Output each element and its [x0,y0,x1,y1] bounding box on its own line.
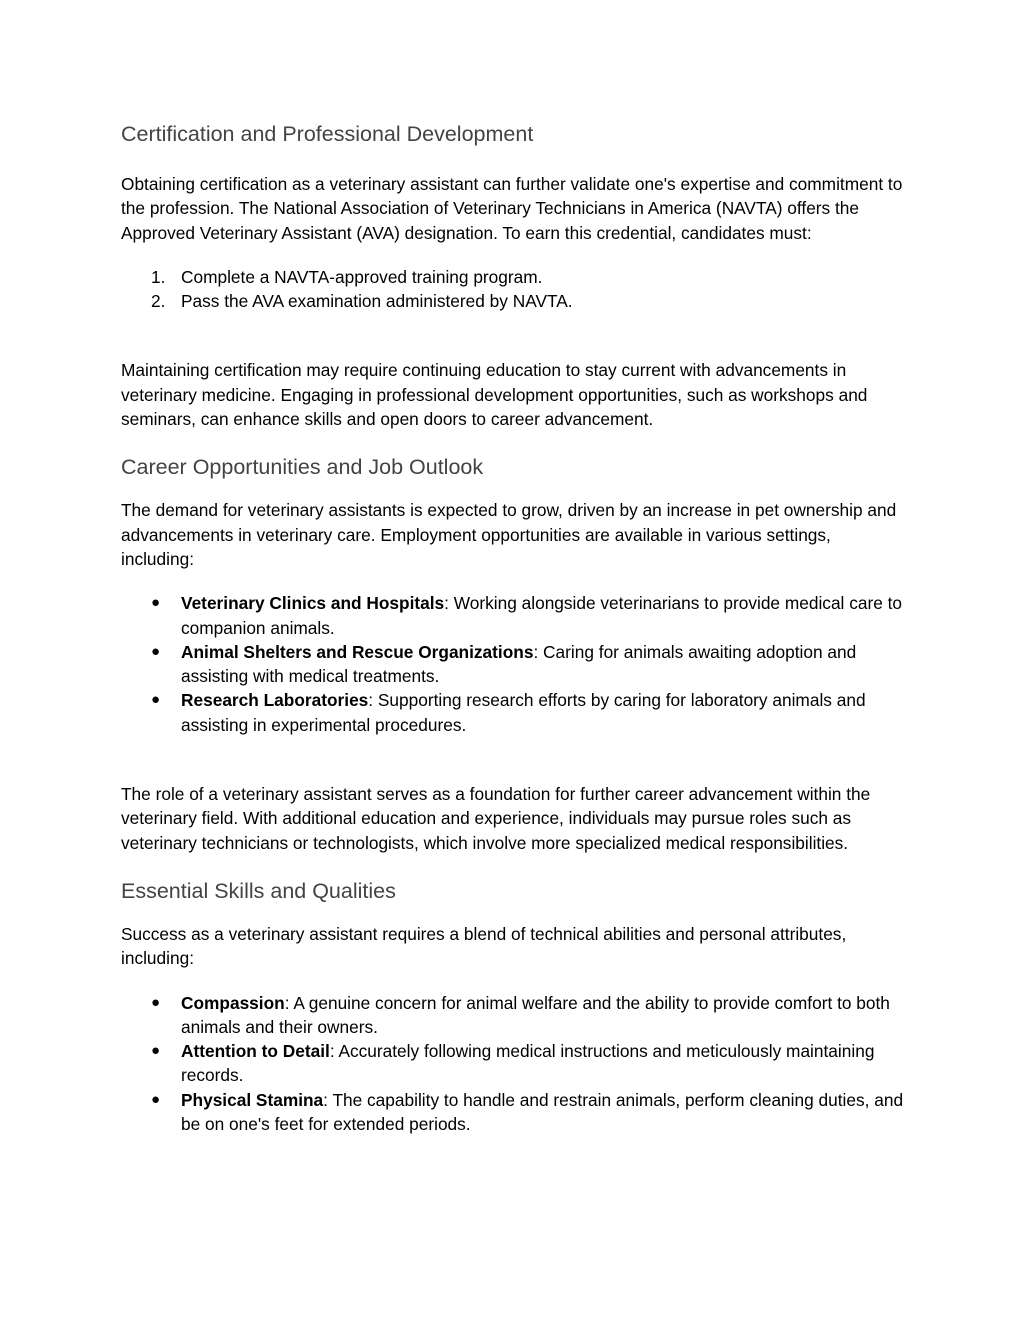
list-item-description: : Supporting research efforts by caring for laboratory animals and assisting in experimental procedures. [181,690,866,735]
list-item-description: : Caring for animals awaiting adoption and assisting with medical treatments. [181,641,857,687]
list-item-term: Animal Shelters and Rescue Organizations [181,641,534,662]
section-heading-certification: Certification and Professional Development [121,122,534,146]
paragraph-certification-closing: Maintaining certification may require continuing education to stay current with advancements in veterinary medicine. Engaging in professional development opportunities, such as workshops and seminars, can enhance skills and open doors to career advancement. [121,360,868,430]
list-item-term: Compassion [181,992,285,1013]
document-content [121,118,906,1136]
list-item [121,640,906,689]
list-item-description: : The capability to handle and restrain animals, perform cleaning duties, and be on one's feet for extended periods. [181,1089,904,1135]
list-item [121,1039,906,1088]
list-item-text: Pass the AVA examination administered by NAVTA. [181,291,573,312]
paragraph-career-intro: The demand for veterinary assistants is expected to grow, driven by an increase in pet ownership and advancements in veterinary care. Employment opportunities are available in various settings, including: [121,500,897,569]
list-item-term: Research Laboratories [181,690,369,711]
bullet-icon: ● [151,642,161,660]
list-item [121,289,906,313]
bullet-list-settings [121,591,906,737]
paragraph-career-closing: The role of a veterinary assistant serves as a foundation for further career advancement within the veterinary field. With additional education and experience, individuals may pursue roles such as veterinary technicians or technologists, which involve more specialized medical responsibilities. [121,784,871,853]
list-item [121,1088,906,1137]
list-number: 2. [151,291,166,312]
bullet-icon: ● [151,594,161,612]
bullet-list-skills [121,991,906,1137]
bullet-icon: ● [151,691,161,709]
list-item-term: Physical Stamina [181,1089,324,1110]
list-number: 1. [151,266,166,287]
bullet-icon: ● [151,1042,161,1060]
list-item-description: : Accurately following medical instructions and meticulously maintaining records. [181,1041,875,1086]
bullet-icon: ● [151,1090,161,1108]
list-item-text: Complete a NAVTA-approved training program. [181,266,543,287]
list-item-description: : Working alongside veterinarians to provide medical care to companion animals. [181,593,903,638]
list-item [121,265,906,289]
section-heading-career: Career Opportunities and Job Outlook [121,455,484,480]
list-item-description: : A genuine concern for animal welfare and the ability to provide comfort to both animals and their owners. [181,992,890,1037]
list-item-term: Veterinary Clinics and Hospitals [181,593,445,614]
paragraph-certification-intro: Obtaining certification as a veterinary assistant can further validate one's expertise and commitment to the profession. The National Association of Veterinary Technicians in America (NAVTA) offers the Approved Veterinary Assistant (AVA) designation. To earn this credential, candidates must: [121,174,903,243]
section-heading-skills: Essential Skills and Qualities [121,878,396,903]
list-item [121,991,906,1040]
list-item [121,591,906,640]
numbered-list-requirements [121,265,906,314]
list-item-term: Attention to Detail [181,1041,330,1062]
paragraph-skills-intro: Success as a veterinary assistant requires a blend of technical abilities and personal attributes, including: [121,923,847,969]
list-item [121,688,906,737]
bullet-icon: ● [151,993,161,1011]
